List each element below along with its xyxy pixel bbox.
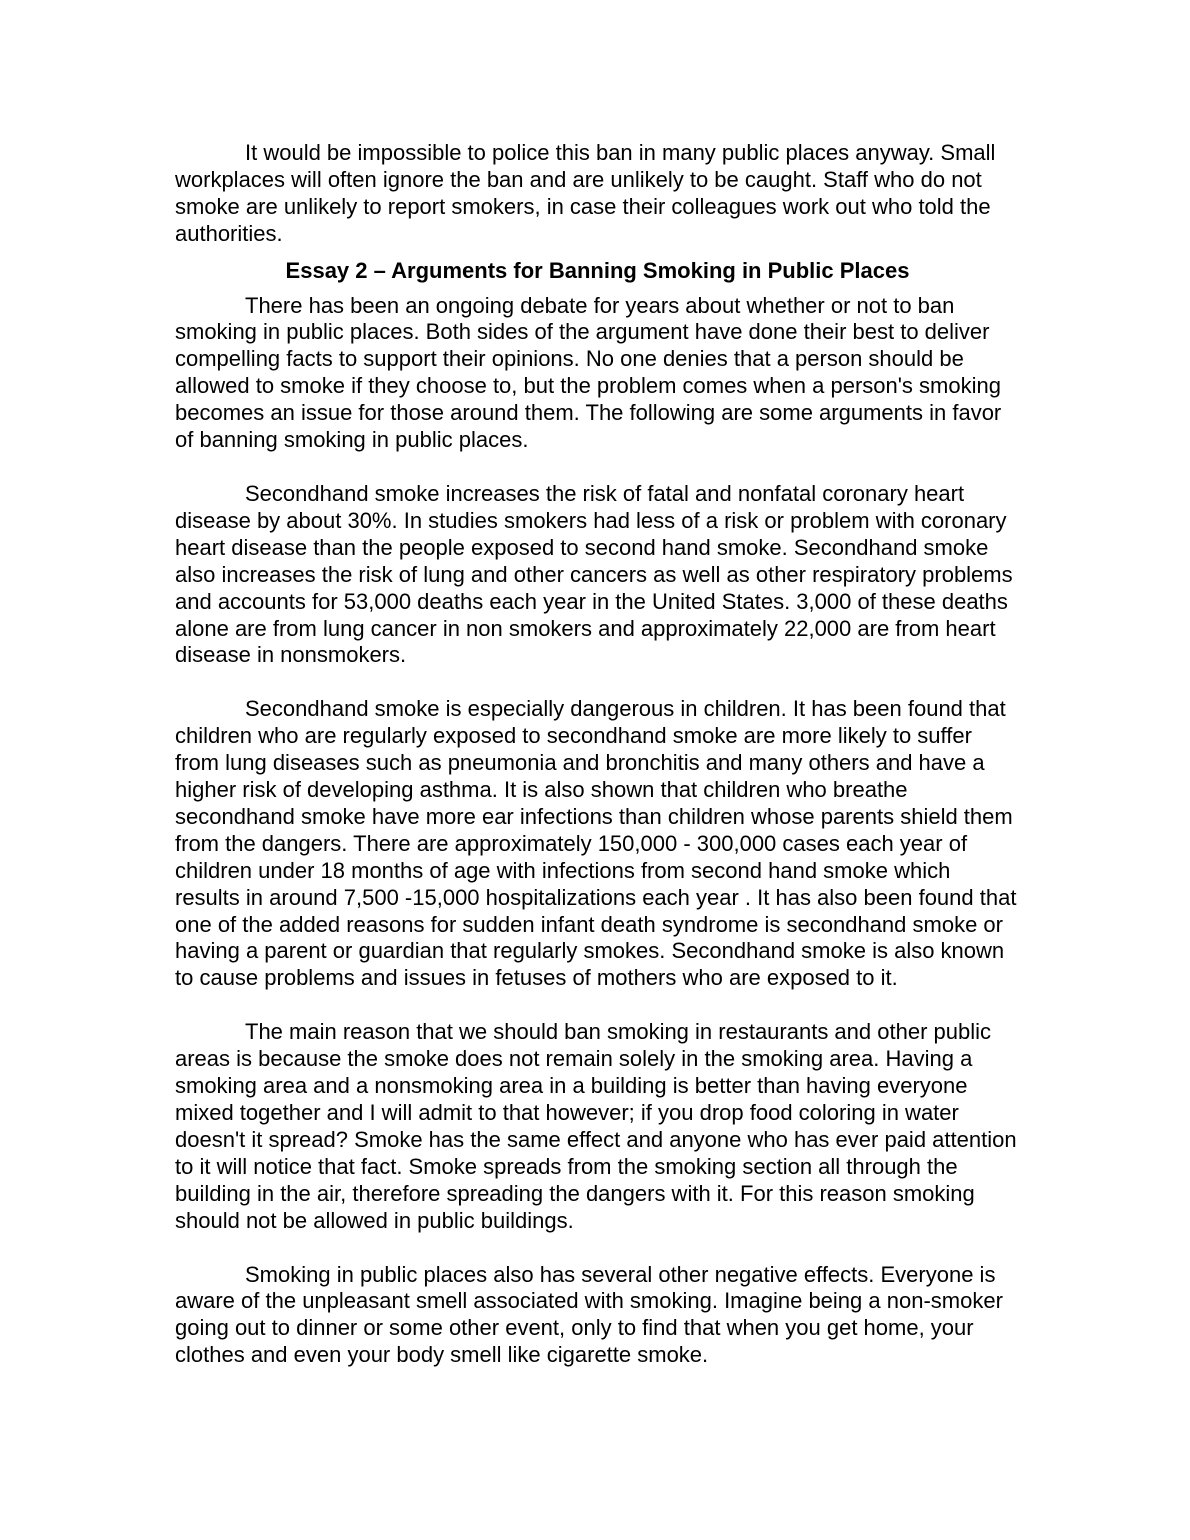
essay-heading: Essay 2 – Arguments for Banning Smoking in Public Places — [285, 257, 910, 283]
document-page — [175, 140, 1020, 1369]
paragraph-ongoing-debate: There has been an ongoing debate for years about whether or not to ban smoking in public places. Both sides of the argument have done their best to deliver compelling facts to support their opinions. No one denies that a person should be allowed to smoke if they choose to, but the problem comes when a person's smoking becomes an issue for those around them. The following are some arguments in favor of banning smoking in public places. — [175, 292, 1002, 453]
paragraph-police-ban: It would be impossible to police this ban in many public places anyway. Small workplaces will often ignore the ban and are unlikely to be caught. Staff who do not smoke are unlikely to report smokers, in case their colleagues work out who told the authorities. — [175, 140, 996, 246]
paragraph-heart-disease: Secondhand smoke increases the risk of fatal and nonfatal coronary heart disease by about 30%. In studies smokers had less of a risk or problem with coronary heart disease than the people exposed to second hand smoke. Secondhand smoke also increases the risk of lung and other cancers as well as other respiratory problems and accounts for 53,000 deaths each year in the United States. 3,000 of these deaths alone are from lung cancer in non smokers and approximately 22,000 are from heart disease in nonsmokers. — [175, 480, 1013, 668]
paragraph-main-reason: The main reason that we should ban smoking in restaurants and other public areas is because the smoke does not remain solely in the smoking area. Having a smoking area and a nonsmoking area in a building is better than having everyone mixed together and I will admit to that however; if you drop food coloring in water doesn't it spread? Smoke has the same effect and anyone who has ever paid attention to it will notice that fact. Smoke spreads from the smoking section all through the building in the air, therefore spreading the dangers with it. For this reason smoking should not be allowed in public buildings. — [175, 1019, 1017, 1233]
paragraph-negative-effects: Smoking in public places also has several other negative effects. Everyone is aware of the unpleasant smell associated with smoking. Imagine being a non-smoker going out to dinner or some other event, only to find that when you get home, your clothes and even your body smell like cigarette smoke. — [175, 1261, 1003, 1368]
paragraph-children: Secondhand smoke is especially dangerous in children. It has been found that children who are regularly exposed to secondhand smoke are more likely to suffer from lung diseases such as pneumonia and bronchitis and many others and have a higher risk of developing asthma. It is also shown that children who breathe secondhand smoke have more ear infections than children whose parents shield them from the dangers. There are approximately 150,000 - 300,000 cases each year of children under 18 months of age with infections from second hand smoke which results in around 7,500 -15,000 hospitalizations each year . It has also been found that one of the added reasons for sudden infant death syndrome is secondhand smoke or having a parent or guardian that regularly smokes. Secondhand smoke is also known to cause problems and issues in fetuses of mothers who are exposed to it. — [175, 696, 1017, 991]
